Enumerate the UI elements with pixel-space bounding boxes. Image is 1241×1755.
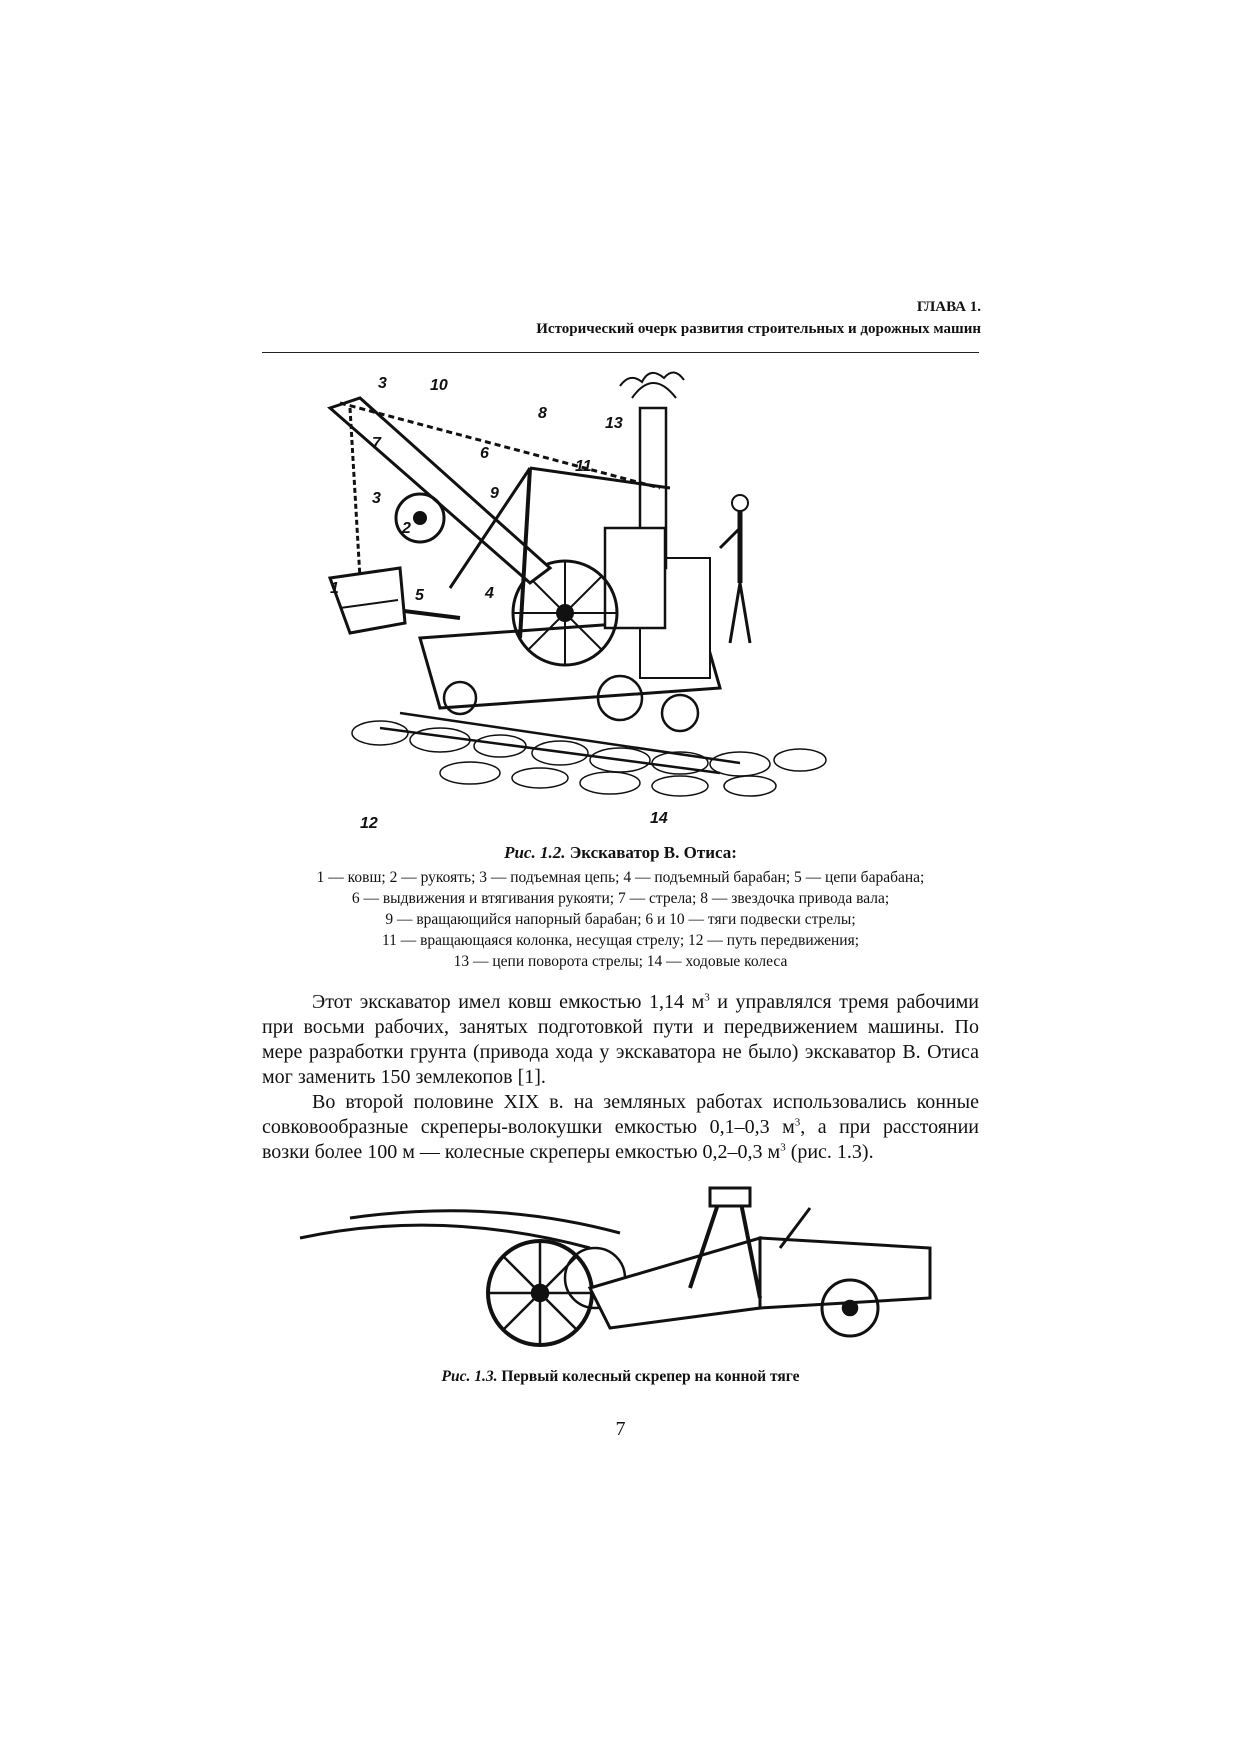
- chapter-title: Исторический очерк развития строительных и дорожных машин: [536, 321, 981, 337]
- callout-3-chain: 3: [372, 490, 381, 507]
- header-rule: [262, 352, 979, 353]
- callout-5: 5: [415, 587, 424, 604]
- callout-1: 1: [330, 580, 339, 597]
- callout-4: 4: [485, 585, 494, 602]
- legend-line: 13 — цепи поворота стрелы; 14 — ходовые колеса: [453, 953, 788, 970]
- callout-8: 8: [538, 405, 547, 422]
- callout-6: 6: [480, 445, 489, 462]
- figure-1-2-excavator: [320, 368, 860, 838]
- figure-1-3-scraper: [290, 1178, 960, 1358]
- chapter-label: ГЛАВА 1.: [916, 299, 981, 315]
- scraper-illustration: [290, 1178, 960, 1358]
- callout-2: 2: [402, 520, 411, 537]
- page-number: 7: [615, 1418, 626, 1440]
- excavator-illustration: [320, 368, 860, 838]
- figure-1-2-label: Рис. 1.2.: [504, 843, 566, 862]
- callout-13: 13: [605, 415, 623, 432]
- ground-stones: [352, 721, 826, 796]
- callout-10: 10: [430, 377, 448, 394]
- legend-line: 1 — ковш; 2 — рукоять; 3 — подъемная цепь; 4 — подъемный барабан; 5 — цепи барабана;: [316, 869, 925, 886]
- callout-7: 7: [372, 435, 381, 452]
- figure-1-3-title: Первый колесный скрепер на конной тяге: [501, 1368, 800, 1385]
- paragraph-2: Во второй половине XIX в. на земляных работах использовались конные совковообразные скреперы-волокушки емкостью 0,1–0,3 $м^3$, а при расстоянии возки более 100 м — колесные скреперы емкостью 0,2–0,3 $м^3$ (рис. 1.3).: [262, 1091, 979, 1163]
- callout-11: 11: [575, 458, 592, 475]
- legend-line: 6 — выдвижения и втягивания рукояти; 7 — стрела; 8 — звездочка привода вала;: [351, 890, 890, 907]
- callout-9: 9: [490, 485, 499, 502]
- running-head: [536, 296, 981, 340]
- figure-1-3-label: Рис. 1.3.: [441, 1368, 498, 1385]
- figure-1-3-caption: [262, 1368, 979, 1386]
- legend-line: 9 — вращающийся напорный барабан; 6 и 10 — тяги подвески стрелы;: [385, 911, 856, 928]
- callout-12: 12: [360, 815, 378, 832]
- body-text: [262, 990, 979, 1165]
- callout-3-top: 3: [378, 375, 387, 392]
- figure-1-2-caption: [262, 843, 979, 863]
- figure-1-2-legend: [262, 867, 979, 972]
- paragraph-1: Этот экскаватор имел ковш емкостью 1,14 $м^3$ и управлялся тремя рабочими при восьми рабочих, занятых подготовкой пути и передвижением машины. По мере разработки грунта (привода хода у экскаватора не было) экскаватор В. Отиса мог заменить 150 землекопов [1].: [262, 991, 979, 1088]
- legend-line: 11 — вращающаяся колонка, несущая стрелу; 12 — путь передвижения;: [381, 932, 860, 949]
- callout-14: 14: [650, 810, 668, 827]
- figure-1-2-title: Экскаватор В. Отиса:: [569, 843, 737, 862]
